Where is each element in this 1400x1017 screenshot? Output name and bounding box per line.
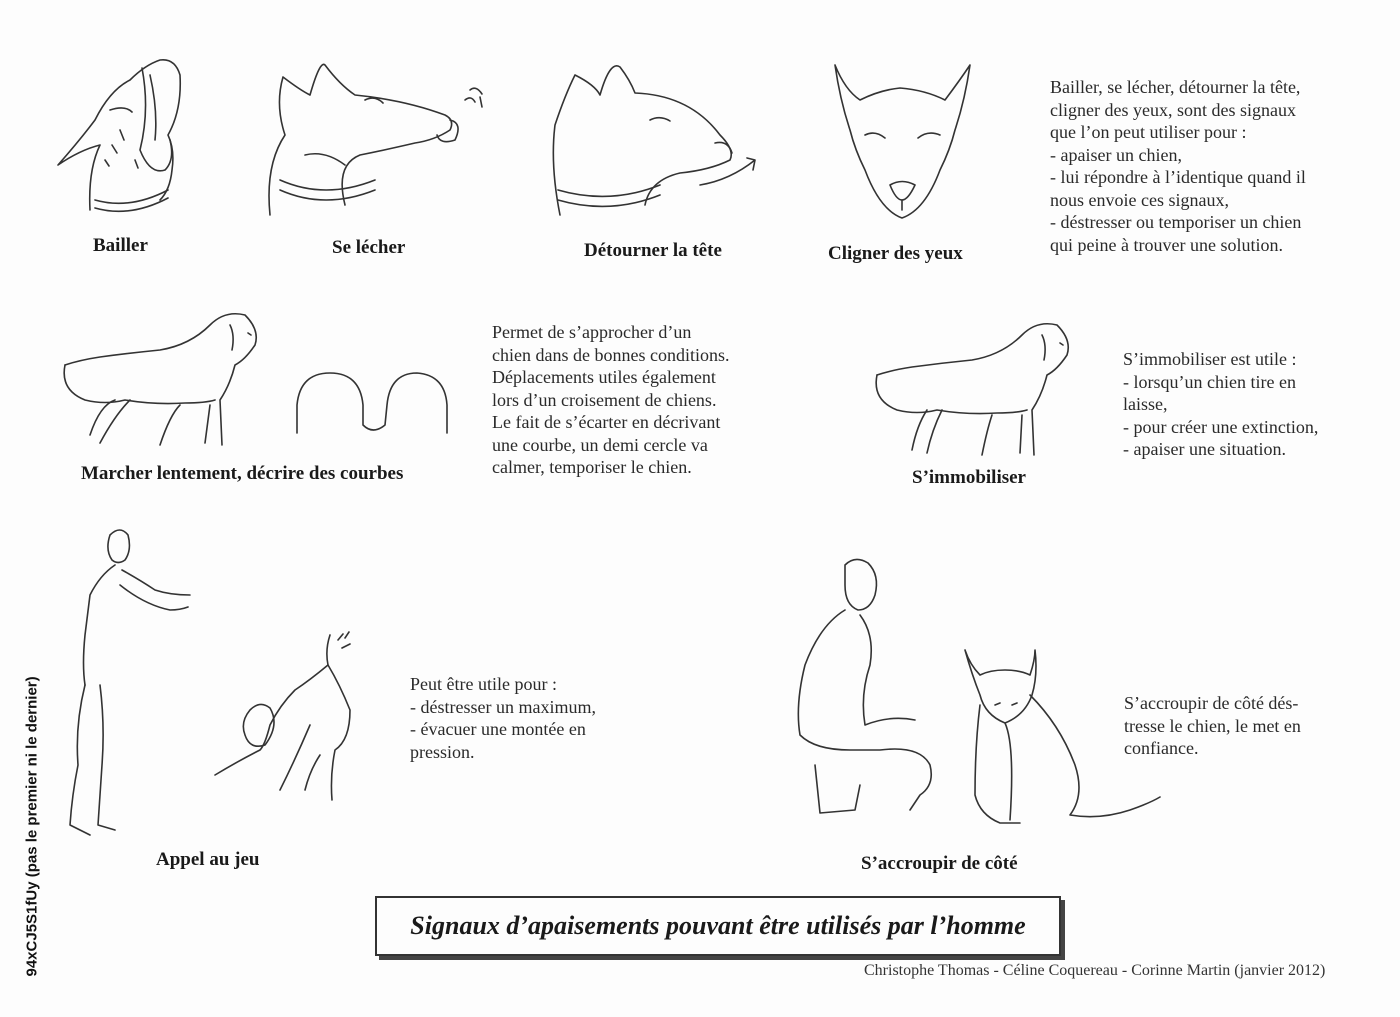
marcher-text: Permet de s’approcher d’un chien dans de bonnes conditions. Déplacements utiles également lors d’un croisement de chiens. Le fait de s’écarter en décrivant une courbe, un demi cercle va calmer, temporiser le chien. xyxy=(492,322,730,477)
page-title: Signaux d’apaisements pouvant être utilisés par l’homme xyxy=(410,911,1026,940)
credit-line: Christophe Thomas - Céline Coquereau - Corinne Martin (janvier 2012) xyxy=(864,962,1326,979)
caption-se-lecher: Se lécher xyxy=(332,237,406,258)
caption-immobiliser: S’immobiliser xyxy=(912,467,1026,488)
caption-cligner: Cligner des yeux xyxy=(828,243,963,264)
side-note: 94xCJ5S1fUy (pas le premier ni le dernier) xyxy=(23,676,41,977)
immobiliser-text: S’immobiliser est utile : - lorsqu’un chien tire en laisse, - pour créer une extinction, - apaiser une situation. xyxy=(1123,349,1319,459)
dog-yawning-icon xyxy=(50,50,200,220)
curved-path-icon xyxy=(295,365,450,435)
caption-marcher: Marcher lentement, décrire des courbes xyxy=(81,463,404,484)
dog-walking-icon xyxy=(60,305,265,450)
accroupir-text: S’accroupir de côté dés- tresse le chien, le met en confiance. xyxy=(1124,693,1301,758)
dog-licking-icon xyxy=(265,55,495,220)
caption-accroupir: S’accroupir de côté xyxy=(861,853,1018,874)
caption-appel: Appel au jeu xyxy=(156,849,260,870)
dog-standing-icon xyxy=(872,315,1077,460)
appel-text: Peut être utile pour : - déstresser un maximum, - évacuer une montée en pression. xyxy=(410,674,596,762)
man-standing-icon xyxy=(60,525,200,845)
signaux-intro-text: Bailler, se lécher, détourner la tête, cligner des yeux, sont des signaux que l’on peut utiliser pour : - apaiser un chien, - lui répondre à l’identique quand il nous envoie ces signaux, - déstresser ou temporiser un chien qui peine à trouver une solution. xyxy=(1050,77,1306,255)
caption-detourner: Détourner la tête xyxy=(584,240,722,261)
title-box xyxy=(375,896,1061,956)
dog-head-turn-icon xyxy=(550,55,770,220)
dog-blinking-icon xyxy=(830,60,975,225)
caption-bailler: Bailler xyxy=(93,235,148,256)
man-crouching-icon xyxy=(790,555,950,820)
dog-play-bow-icon xyxy=(210,630,360,805)
